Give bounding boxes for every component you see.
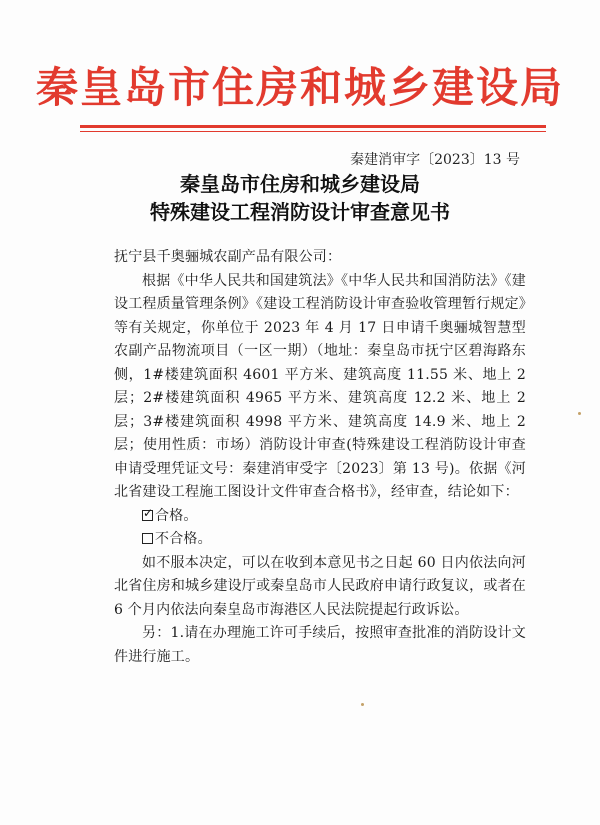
option-pass-row (114, 505, 526, 529)
letterhead-rule-thick (80, 125, 546, 128)
option-fail-label: 不合格。 (155, 531, 212, 547)
scan-speck (361, 703, 364, 706)
paragraph-note: 另：1.请在办理施工许可手续后，按照审查批准的消防设计文件进行施工。 (114, 625, 526, 665)
letterhead-rule-thin (80, 131, 546, 132)
option-pass-label: 合格。 (155, 507, 198, 524)
paragraph-appeal: 如不服本决定，可以在收到本意见书之日起 60 日内依法向河北省住房和城乡建设厅或秦皇岛市人民政府申请行政复议，或者在 6 个月内依法向秦皇岛市海港区人民法院提起行政诉讼。 (114, 554, 526, 618)
scan-speck (578, 412, 581, 415)
option-fail-row (114, 528, 526, 552)
document-issuer-heading: 秦皇岛市住房和城乡建设局 (180, 172, 420, 196)
addressee: 抚宁县千奥骊城农副产品有限公司： (114, 249, 342, 265)
letterhead-title: 秦皇岛市住房和城乡建设局 (35, 63, 564, 112)
document-number: 秦建消审字〔2023〕13 号 (350, 152, 520, 168)
checkmark-icon: ✓ (143, 505, 154, 520)
document-title: 特殊建设工程消防设计审查意见书 (150, 200, 450, 224)
paragraph-basis: 根据《中华人民共和国建筑法》《中华人民共和国消防法》《建设工程质量管理条例》《建设工程消防设计审查验收管理暂行规定》等有关规定，你单位于 2023 年 4 月 17 日申请千奥骊城智慧型农副产品物流项目（一区一期）（地址：秦皇岛市抚宁区碧海路东侧，1#楼建筑面积 4601 平方米、建筑高度 11.55 米、地上 2 层；2#楼建筑面积 4965 平方米、建筑高度 12.2 米、地上 2 层；3#楼建筑面积 4998 平方米、建筑高度 14.9 米、地上 2 层；使用性质：市场）消防设计审查(特殊建设工程消防设计审查申请受理凭证文号：秦建消审受字〔2023〕第 13 号)。依据《河北省建设工程施工图设计文件审查合格书》，经审查，结论如下： (114, 272, 526, 500)
unchecked-box-icon (142, 533, 153, 544)
document-body (114, 246, 526, 669)
checked-box-icon (142, 505, 154, 521)
